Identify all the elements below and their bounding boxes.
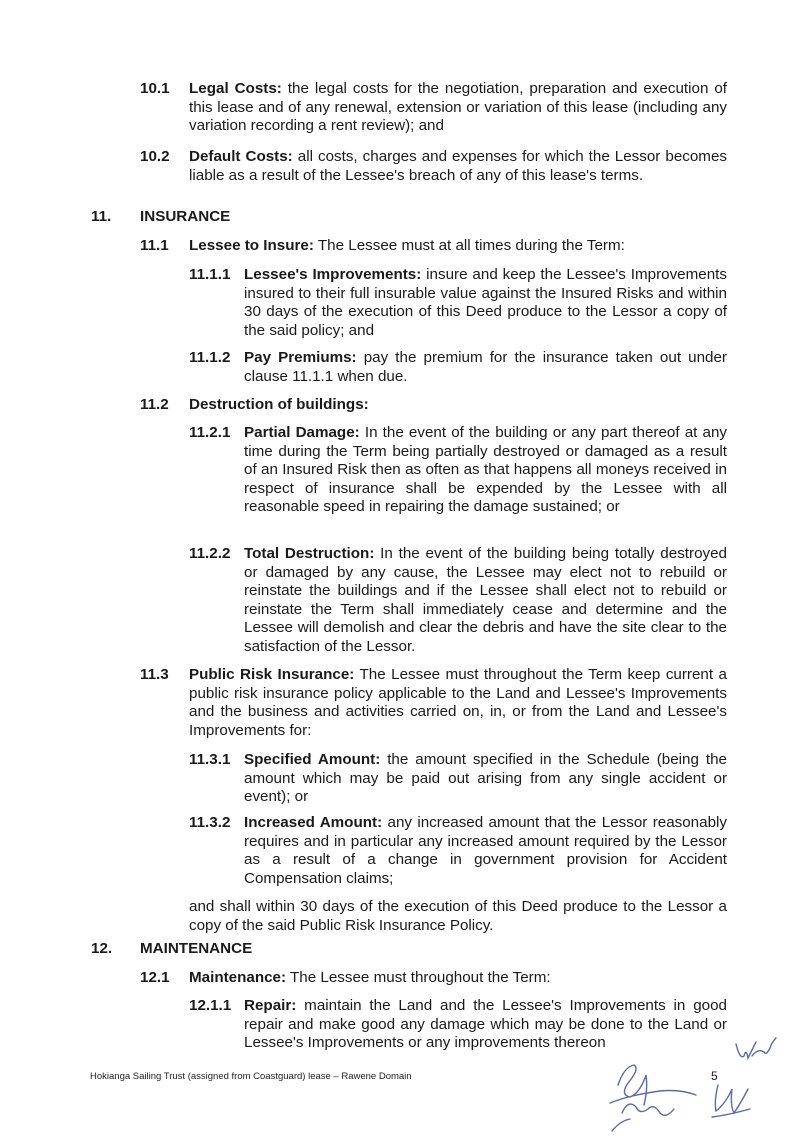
clause-heading: Specified Amount: [244, 751, 381, 768]
clause-text: The Lessee must throughout the Term keep current a public risk insurance policy applicable to the Land and Lessee's Improvements and the business and activities carried on, in, or from the Land and Lessee's Improvements for: [189, 666, 727, 739]
page-number: 5 [711, 1069, 718, 1083]
clause-heading: Lessee's Improvements: [244, 266, 422, 283]
clause-heading: Public Risk Insurance: [189, 666, 355, 683]
clause-number: 11.1 [140, 237, 169, 254]
clause-text: The Lessee must throughout the Term: [286, 969, 551, 986]
clause-text: all costs, charges and expenses for which the Lessor becomes liable as a result of the Lessee's breach of any of this lease's terms. [189, 148, 727, 184]
clause-number: 11.2.2 [189, 545, 231, 562]
section-title: MAINTENANCE [140, 940, 253, 957]
clause-heading: Legal Costs: [189, 80, 282, 97]
clause-heading: Pay Premiums: [244, 349, 357, 366]
clause-11-3-tail [189, 898, 727, 935]
clause-11-2-2 [244, 545, 727, 657]
clause-number: 10.1 [140, 80, 170, 97]
clause-number: 11.3 [140, 666, 169, 683]
clause-11-1-2 [244, 349, 727, 386]
clause-12-1 [189, 969, 727, 988]
clause-number: 11.3.2 [189, 814, 231, 831]
clause-number: 10.2 [140, 148, 170, 165]
clause-11-2 [189, 396, 727, 415]
clause-11-3-2 [244, 814, 727, 888]
clause-heading: Increased Amount: [244, 814, 383, 831]
clause-11-1 [189, 237, 727, 256]
clause-text: insure and keep the Lessee's Improvements insured to their full insurable value against the Insured Risks and within 30 days of the execution of this Deed produce to the Lessor a copy of the said policy; and [244, 266, 727, 339]
clause-number: 11.2 [140, 396, 169, 413]
clause-heading: Partial Damage: [244, 424, 360, 441]
clause-text: In the event of the building being totally destroyed or damaged by any cause, the Lessee may elect not to rebuild or reinstate the buildings and if the Lessee shall elect not to rebuild or reinstate the Term shall immediately cease and determine and the Lessee will demolish and clear the debris and have the site clear to the satisfaction of the Lessor. [244, 545, 727, 655]
clause-number: 11.2.1 [189, 424, 231, 441]
signature-mark [600, 1055, 760, 1135]
clause-heading: Lessee to Insure: [189, 237, 314, 254]
clause-text: any increased amount that the Lessor reasonably requires and in particular any increased amount required by the Lessor as a result of a change in government provision for Accident Compensation claims; [244, 814, 727, 887]
clause-text: the amount specified in the Schedule (being the amount which may be paid out arising from any single accident or event); or [244, 751, 727, 806]
clause-number: 12.1 [140, 969, 170, 986]
clause-text: In the event of the building or any part thereof at any time during the Term being partially destroyed or damaged as a result of an Insured Risk then as often as that happens all moneys received in respect of insurance shall be expended by the Lessee with all reasonable speed in repairing the damage sustained; or [244, 424, 727, 516]
section-title: INSURANCE [140, 208, 231, 225]
clause-heading: Repair: [244, 997, 297, 1014]
section-number: 11. [91, 208, 112, 225]
clause-text: and shall within 30 days of the execution of this Deed produce to the Lessor a copy of the said Public Risk Insurance Policy. [189, 898, 727, 934]
clause-number: 11.1.1 [189, 266, 231, 283]
clause-number: 11.3.1 [189, 751, 231, 768]
footer-text: Hokianga Sailing Trust (assigned from Coastguard) lease – Rawene Domain [90, 1071, 412, 1082]
clause-text: the legal costs for the negotiation, preparation and execution of this lease and of any renewal, extension or variation of this lease (including any variation recording a rent review); and [189, 80, 728, 135]
clause-text: pay the premium for the insurance taken out under clause 11.1.1 when due. [244, 349, 727, 385]
clause-heading: Total Destruction: [244, 545, 375, 562]
clause-heading: Destruction of buildings: [189, 396, 369, 413]
clause-heading: Maintenance: [189, 969, 287, 986]
clause-number: 12.1.1 [189, 997, 232, 1014]
clause-11-2-1 [244, 424, 727, 517]
clause-11-3-1 [244, 751, 727, 807]
clause-11-3 [189, 666, 727, 740]
clause-11-1-1 [244, 266, 727, 340]
clause-text: The Lessee must at all times during the Term: [313, 237, 625, 254]
section-number: 12. [91, 940, 113, 957]
clause-number: 11.1.2 [189, 349, 231, 366]
clause-10-1 [189, 80, 727, 136]
clause-text: maintain the Land and the Lessee's Improvements in good repair and make good any damage which may be done to the Land or Lessee's Improvements or any improvements thereon [244, 997, 727, 1052]
clause-heading: Default Costs: [189, 148, 293, 165]
clause-10-2 [189, 148, 727, 185]
clause-12-1-1 [244, 997, 727, 1053]
